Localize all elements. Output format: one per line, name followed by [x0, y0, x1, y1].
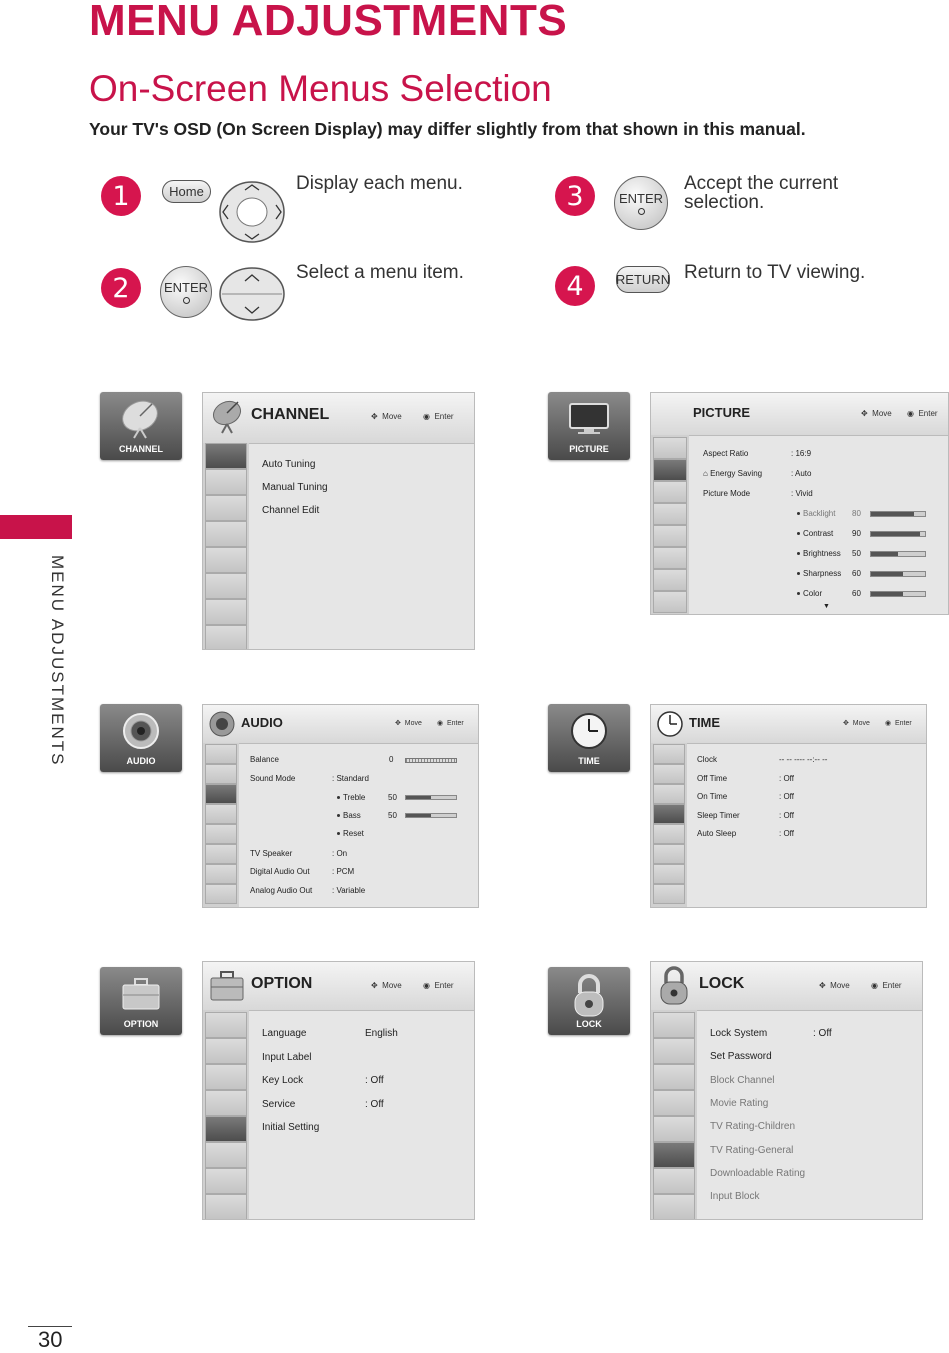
return-button: RETURN [616, 266, 670, 293]
picture-slider-bar [870, 591, 926, 597]
time-menu-title: TIME [689, 715, 721, 730]
enter-button [160, 266, 212, 318]
picture-slider-bar [870, 511, 926, 517]
step-3-badge: 3 [555, 176, 595, 216]
move-hint: ✥ Move [861, 409, 892, 418]
channel-menu-panel [202, 392, 475, 650]
aspect-ratio-value: : 16:9 [791, 449, 812, 458]
audio-menu-panel [202, 704, 479, 908]
sound-mode-label: Sound Mode [250, 774, 296, 783]
move-arrows-icon: ✥ [371, 981, 378, 990]
menu-item-manual-tuning: Manual Tuning [262, 482, 328, 493]
sidebar-item-channel [653, 1012, 695, 1038]
picture-slider-value: 90 [852, 529, 861, 538]
audio-menu-sidebar [203, 743, 239, 908]
sidebar-item-time [205, 804, 237, 824]
audio-sub-label: Reset [337, 829, 364, 838]
picture-tile-label: PICTURE [569, 444, 609, 454]
sidebar-item-channel [653, 744, 685, 764]
lock-row-label: Lock System [710, 1028, 768, 1039]
move-hint: ✥ Move [843, 720, 870, 727]
picture-slider-bar [870, 551, 926, 557]
channel-tile-label: CHANNEL [119, 444, 163, 454]
step-1-text: Display each menu. [296, 173, 463, 194]
channel-menu-title: CHANNEL [251, 406, 330, 423]
clock-icon [655, 709, 685, 739]
bullet-icon [797, 572, 800, 575]
channel-menu-sidebar [203, 443, 249, 650]
enter-hint: ◉ Enter [437, 720, 464, 727]
sidebar-item-lock [653, 1142, 695, 1168]
step-3-text-line2: selection. [684, 192, 765, 213]
audio-sub-label: Treble [337, 793, 365, 802]
sidebar-item-option [653, 1116, 695, 1142]
move-hint: ✥ Move [371, 412, 402, 421]
navigation-dpad-icon [218, 180, 286, 244]
sidebar-item-lock [653, 844, 685, 864]
aspect-ratio-label: Aspect Ratio [703, 449, 749, 458]
time-row-value: : Off [779, 810, 794, 820]
tv-speaker-label: TV Speaker [250, 849, 293, 858]
move-hint: ✥ Move [819, 981, 850, 990]
enter-dot-icon [638, 208, 645, 215]
energy-saving-label: Energy Saving [710, 469, 763, 478]
lock-menu-title: LOCK [699, 975, 745, 992]
sidebar-item-lock [653, 547, 687, 569]
enter-button-2 [614, 176, 668, 230]
option-row-value: : Off [365, 1098, 384, 1110]
enter-dot-icon: ◉ [885, 720, 892, 727]
balance-value: 0 [389, 755, 394, 764]
move-arrows-icon: ✥ [819, 981, 826, 990]
picture-slider-label: Contrast [797, 529, 833, 538]
sidebar-item-option [205, 824, 237, 844]
analog-audio-out-label: Analog Audio Out [250, 886, 313, 895]
audio-sub-slider-fill [406, 814, 431, 817]
sidebar-item-picture [205, 764, 237, 784]
osd-note: Your TV's OSD (On Screen Display) may differ slightly from that shown in this manual. [89, 119, 806, 139]
page-number: 30 [38, 1327, 63, 1352]
sidebar-item-input [205, 1168, 247, 1194]
time-row-label: Off Time [697, 773, 728, 783]
time-menu-panel [650, 704, 927, 908]
menu-item-auto-tuning: Auto Tuning [262, 459, 316, 470]
lock-row-label: Downloadable Rating [710, 1167, 806, 1179]
enter-dot-icon: ◉ [437, 720, 444, 727]
time-row-value: : Off [779, 773, 794, 783]
bullet-icon [797, 592, 800, 595]
time-row-value: : Off [779, 792, 794, 801]
move-hint: ✥ Move [371, 981, 402, 990]
lock-row-label: TV Rating-Children [710, 1121, 796, 1133]
sidebar-item-usb [653, 884, 685, 904]
sound-mode-value: : Standard [332, 774, 369, 783]
analog-audio-out-value: : Variable [332, 886, 366, 895]
option-tile [100, 967, 182, 1035]
sidebar-item-audio [205, 495, 247, 521]
step-1-badge: 1 [101, 176, 141, 216]
digital-audio-out-value: : PCM [332, 867, 355, 876]
picture-slider-fill [871, 552, 898, 556]
sidebar-item-picture [653, 764, 685, 784]
option-menu-sidebar [203, 1010, 249, 1220]
option-row-label: Service [262, 1098, 296, 1110]
sidebar-item-usb [653, 591, 687, 613]
enter-dot-icon: ◉ [423, 981, 430, 990]
sidebar-item-usb [205, 884, 237, 904]
digital-audio-out-label: Digital Audio Out [250, 867, 310, 876]
picture-slider-label: Color [797, 589, 822, 598]
move-arrows-icon: ✥ [861, 409, 868, 418]
section-title: On-Screen Menus Selection [89, 68, 552, 109]
option-menu-panel [202, 961, 475, 1220]
sidebar-item-usb [653, 1194, 695, 1220]
energy-saving-row [703, 469, 762, 478]
step-2-text: Select a menu item. [296, 262, 464, 283]
bullet-icon [797, 512, 800, 515]
picture-slider-value: 80 [852, 509, 861, 518]
side-tab-marker [0, 515, 72, 539]
audio-sub-slider-fill [406, 796, 431, 799]
sidebar-item-option [205, 1116, 247, 1142]
picture-menu-panel [650, 392, 949, 615]
lock-row-label: Movie Rating [710, 1097, 769, 1109]
enter-hint: ◉ Enter [871, 981, 902, 990]
option-menu-title: OPTION [251, 975, 313, 992]
picture-menu-title: PICTURE [693, 405, 751, 420]
tv-speaker-value: : On [332, 849, 348, 858]
move-hint: ✥ Move [395, 720, 422, 727]
picture-slider-value: 60 [852, 569, 861, 578]
picture-slider-bar [870, 531, 926, 537]
bullet-icon [337, 814, 340, 817]
sidebar-item-input [653, 1168, 695, 1194]
energy-saving-value: : Auto [791, 469, 812, 478]
audio-tile-label: AUDIO [126, 756, 156, 766]
sidebar-item-lock [205, 573, 247, 599]
move-arrows-icon: ✥ [843, 720, 849, 727]
sidebar-item-usb [205, 1194, 247, 1220]
satellite-dish-icon [209, 397, 247, 435]
enter-dot-icon [183, 297, 190, 304]
page-title: MENU ADJUSTMENTS [89, 0, 568, 45]
audio-sub-value: 50 [388, 811, 397, 820]
sidebar-item-input [653, 864, 685, 884]
toolbox-icon [118, 973, 164, 1015]
enter-dot-icon: ◉ [423, 412, 430, 421]
toolbox-icon [208, 969, 246, 1003]
sidebar-item-channel [205, 744, 237, 764]
sidebar-item-input [205, 864, 237, 884]
sidebar-item-time [653, 804, 685, 824]
lock-menu-sidebar [651, 1010, 697, 1220]
sidebar-item-picture [205, 1038, 247, 1064]
sidebar-item-time [205, 521, 247, 547]
home-button: Home [162, 180, 211, 203]
energy-leaf-icon: ⌂ [703, 469, 708, 478]
audio-sub-value: 50 [388, 793, 397, 802]
sidebar-item-channel [205, 1012, 247, 1038]
bullet-icon [337, 832, 340, 835]
side-tab-label: MENU ADJUSTMENTS [48, 555, 67, 767]
sidebar-item-lock [205, 1142, 247, 1168]
padlock-icon [569, 973, 609, 1019]
enter-hint: ◉ Enter [423, 412, 454, 421]
move-arrows-icon: ✥ [395, 720, 401, 727]
sidebar-item-channel [653, 437, 687, 459]
sidebar-item-input [653, 569, 687, 591]
sidebar-item-lock [205, 844, 237, 864]
option-row-value: English [365, 1028, 398, 1039]
enter-dot-icon: ◉ [871, 981, 878, 990]
enter-button-2-label: ENTER [618, 191, 664, 206]
sidebar-item-picture [653, 1038, 695, 1064]
satellite-dish-icon [118, 398, 164, 440]
step-4-text: Return to TV viewing. [684, 262, 866, 283]
sidebar-item-audio [653, 481, 687, 503]
picture-slider-label: Backlight [797, 509, 835, 518]
menu-item-channel-edit: Channel Edit [262, 505, 320, 516]
enter-hint: ◉ Enter [423, 981, 454, 990]
sidebar-item-option [653, 525, 687, 547]
sidebar-item-option [205, 547, 247, 573]
bullet-icon [337, 796, 340, 799]
audio-sub-label: Bass [337, 811, 361, 820]
picture-slider-fill [871, 512, 914, 516]
speaker-icon [207, 709, 237, 739]
enter-hint: ◉ Enter [907, 409, 938, 418]
audio-menu-title: AUDIO [241, 715, 283, 730]
picture-slider-label: Sharpness [797, 569, 841, 578]
time-row-label: On Time [697, 792, 728, 801]
sidebar-item-audio [205, 1064, 247, 1090]
option-row-label: Key Lock [262, 1075, 304, 1086]
step-2-badge: 2 [101, 268, 141, 308]
picture-menu-sidebar [651, 435, 689, 615]
scroll-down-icon: ▼ [823, 603, 830, 610]
padlock-icon [657, 966, 691, 1006]
lock-row-label: Input Block [710, 1191, 760, 1203]
time-row-label: Sleep Timer [697, 810, 740, 820]
option-row-value: : Off [365, 1075, 384, 1086]
sidebar-item-audio [205, 784, 237, 804]
speaker-icon [119, 710, 163, 752]
enter-dot-icon: ◉ [907, 409, 914, 418]
time-menu-sidebar [651, 743, 687, 908]
audio-sub-slider [405, 813, 457, 818]
picture-slider-value: 50 [852, 549, 861, 558]
enter-button-label: ENTER [163, 280, 209, 295]
sidebar-item-time [653, 1090, 695, 1116]
lock-row-label: Set Password [710, 1051, 772, 1063]
balance-slider [405, 758, 457, 763]
bullet-icon [797, 532, 800, 535]
time-row-label: Auto Sleep [697, 829, 737, 838]
option-row-label: Initial Setting [262, 1122, 320, 1133]
step-3-text-line1: Accept the current [684, 173, 839, 194]
enter-hint: ◉ Enter [885, 720, 912, 727]
audio-tile [100, 704, 182, 772]
option-row-label: Language [262, 1028, 307, 1039]
sidebar-item-usb [205, 625, 247, 650]
balance-label: Balance [250, 755, 279, 764]
time-tile [548, 704, 630, 772]
sidebar-item-time [205, 1090, 247, 1116]
sidebar-item-input [205, 599, 247, 625]
option-row-label: Input Label [262, 1051, 312, 1063]
sidebar-item-picture [205, 469, 247, 495]
up-down-button-icon [218, 266, 286, 322]
sidebar-item-channel [205, 443, 247, 469]
step-4-badge: 4 [555, 266, 595, 306]
time-row-value: -- -- ---- --:-- -- [779, 755, 828, 764]
lock-row-label: Block Channel [710, 1074, 775, 1086]
picture-mode-label: Picture Mode [703, 489, 751, 498]
lock-tile-label: LOCK [576, 1019, 602, 1029]
picture-slider-bar [870, 571, 926, 577]
sidebar-item-time [653, 503, 687, 525]
time-tile-label: TIME [578, 756, 600, 766]
picture-slider-fill [871, 592, 903, 596]
move-arrows-icon: ✥ [371, 412, 378, 421]
option-tile-label: OPTION [123, 1019, 159, 1029]
picture-slider-fill [871, 532, 920, 536]
picture-slider-label: Brightness [797, 549, 841, 558]
clock-icon [567, 710, 611, 752]
time-row-label: Clock [697, 755, 718, 764]
audio-sub-slider [405, 795, 457, 800]
sidebar-item-picture [653, 459, 687, 481]
sidebar-item-option [653, 824, 685, 844]
picture-mode-value: : Vivid [791, 489, 813, 498]
sidebar-item-audio [653, 1064, 695, 1090]
lock-tile [548, 967, 630, 1035]
bullet-icon [797, 552, 800, 555]
picture-tile [548, 392, 630, 460]
lock-row-value: : Off [813, 1028, 832, 1039]
lock-menu-panel [650, 961, 923, 1220]
time-row-value: : Off [779, 829, 794, 838]
sidebar-item-audio [653, 784, 685, 804]
picture-slider-value: 60 [852, 589, 861, 598]
lock-row-label: TV Rating-General [710, 1144, 794, 1156]
picture-slider-fill [871, 572, 903, 576]
tv-screen-icon [566, 398, 612, 438]
channel-tile [100, 392, 182, 460]
